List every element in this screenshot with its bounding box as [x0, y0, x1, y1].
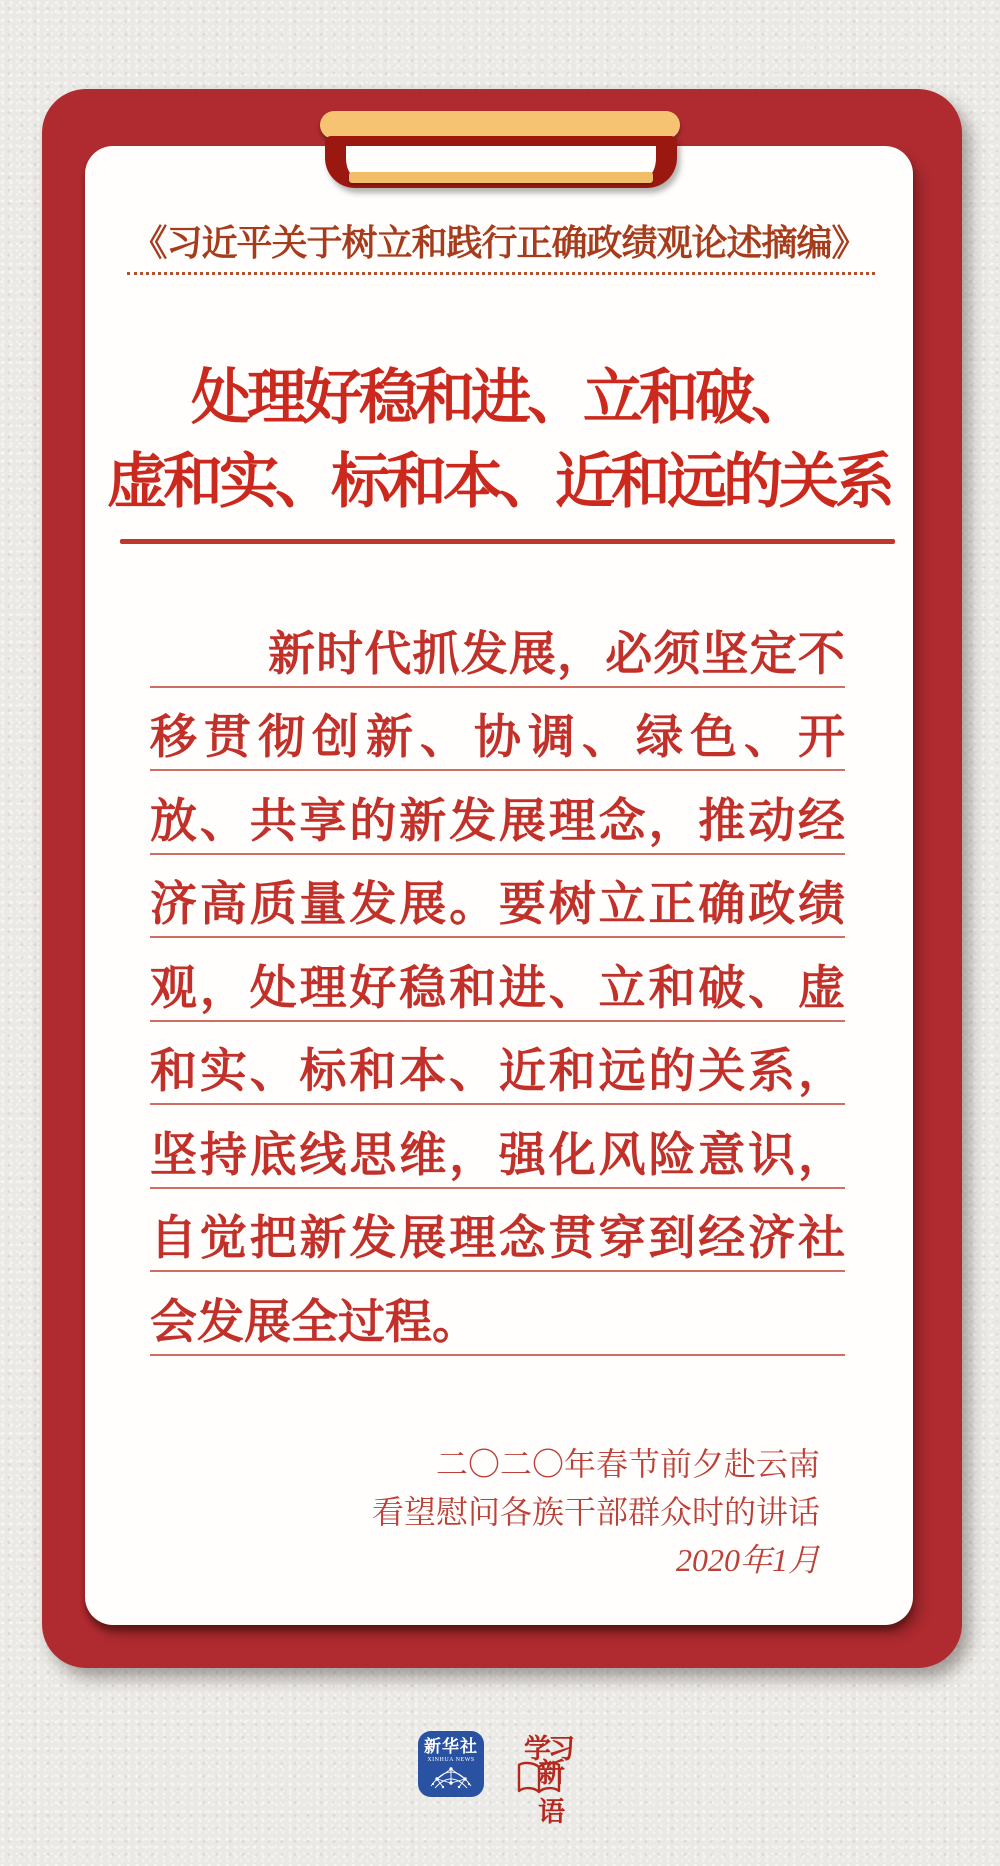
body-text-line: 移 贯 彻 创 新 、 协 调 、 绿 色 、 开: [150, 688, 845, 772]
xinhua-logo-name: 新华社: [424, 1737, 478, 1756]
attribution: [260, 1440, 820, 1584]
attribution-occasion-line-1: 二〇二〇年春节前夕赴云南: [435, 1446, 820, 1482]
body-text-line: 和 实 、 标 和 本 、 近 和 远 的 关 系 ，: [150, 1022, 845, 1106]
quote-body: [150, 604, 845, 1356]
body-text-line: 自 觉 把 新 发 展 理 念 贯 穿 到 经 济 社: [150, 1189, 845, 1273]
title-dotted-underline: [127, 252, 875, 275]
heading-line-1: 处理好稳和进、立和破、: [191, 364, 807, 431]
network-globe-icon: [428, 1765, 474, 1789]
heading-line-2: 虚和实、标和本、近和远的关系: [107, 448, 891, 515]
book-title: 《习近平关于树立和践行正确政绩观论述摘编》: [131, 222, 867, 263]
body-text-line: 放 、 共 享 的 新 发 展 理 念 ， 推 动 经: [150, 771, 845, 855]
xinhua-logo-subtitle: XINHUA NEWS: [427, 1757, 475, 1763]
xuexi-xinyu-seal-logo: [516, 1731, 584, 1827]
calligraphy-heading: [85, 356, 913, 524]
clipboard-clip-top: [320, 111, 680, 139]
clipboard-clip-bar: [349, 172, 653, 183]
attribution-date: 2020年1月: [675, 1542, 820, 1578]
xinhua-news-logo: [418, 1731, 484, 1797]
seal-word-2: 新语: [538, 1758, 562, 1827]
heading-rule: [120, 539, 895, 544]
body-text-line: 新 时 代 抓 发 展 ， 必 须 坚 定 不: [150, 604, 845, 688]
body-text-line: 济 高 质 量 发 展 。 要 树 立 正 确 政 绩: [150, 855, 845, 939]
attribution-occasion-line-2: 看望慰问各族干部群众时的讲话: [371, 1494, 820, 1530]
body-text-line: 观 ， 处 理 好 稳 和 进 、 立 和 破 、 虚: [150, 938, 845, 1022]
body-text-line: 坚 持 底 线 思 维 ， 强 化 风 险 意 识 ，: [150, 1105, 845, 1189]
seal-word-1: 学习: [524, 1734, 572, 1764]
body-text-line: 会发展全过程。: [150, 1272, 845, 1356]
